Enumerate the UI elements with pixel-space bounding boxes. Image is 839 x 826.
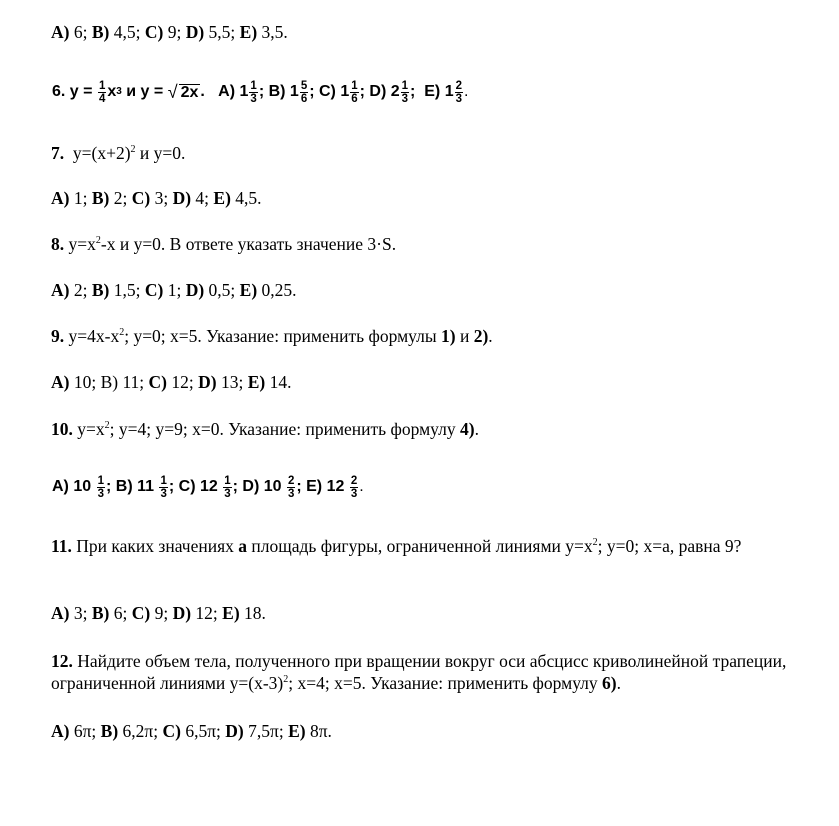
numerator: 5 xyxy=(300,79,308,92)
option-a-label: A) xyxy=(51,603,70,623)
problem-number: 7. xyxy=(51,143,65,163)
problem-8 xyxy=(51,233,396,255)
problem-number: 8. xyxy=(51,234,65,254)
option-c-label: C) xyxy=(144,22,164,42)
radicand: 2x xyxy=(180,83,199,101)
denominator: 6 xyxy=(351,92,358,105)
option-b-label: B) xyxy=(91,22,110,42)
option-e-value: 3,5. xyxy=(257,22,288,42)
punctuation: . xyxy=(488,326,493,346)
exponent: 2 xyxy=(283,674,289,685)
option-d-label: D) xyxy=(185,22,205,42)
numerator: 1 xyxy=(97,474,104,487)
numerator: 2 xyxy=(350,474,358,487)
numerator: 1 xyxy=(98,79,106,92)
fraction xyxy=(350,475,358,500)
option-b-value: 6; xyxy=(109,603,128,623)
problem-5-answers xyxy=(51,21,288,43)
option-d-value: 7,5π; xyxy=(243,721,284,741)
exponent: 2 xyxy=(104,420,110,431)
numerator: 1 xyxy=(250,79,257,92)
option-b-value: 4,5; xyxy=(109,22,141,42)
numerator: 2 xyxy=(455,79,462,92)
option-d: ; D) 2 xyxy=(359,83,400,100)
option-c-label: C) xyxy=(131,188,151,208)
option-c-label: C) xyxy=(162,721,181,741)
fraction xyxy=(287,475,295,500)
option-e: ; E) 1 xyxy=(410,83,454,100)
punctuation: . xyxy=(616,673,621,693)
problem-number: 9. xyxy=(51,326,65,346)
option-d-label: D) xyxy=(172,188,192,208)
option-d-value: 0,5; xyxy=(204,280,236,300)
fraction xyxy=(401,80,409,105)
problem-text: y=4x-x xyxy=(64,326,120,346)
option-e-value: 8π. xyxy=(305,721,332,741)
fraction xyxy=(249,80,257,105)
option-d-value: 13; xyxy=(216,372,244,392)
denominator: 3 xyxy=(455,92,462,105)
option-c-value: 9; xyxy=(163,22,182,42)
formula-ref: 4) xyxy=(460,419,475,439)
fraction xyxy=(97,475,105,500)
denominator: 3 xyxy=(401,92,409,105)
sqrt-icon: √ xyxy=(167,82,178,102)
fraction xyxy=(300,80,308,105)
option-e-label: E) xyxy=(288,721,306,741)
option-c-value: 3; xyxy=(150,188,169,208)
numerator: 1 xyxy=(224,474,231,487)
option-d-label: D) xyxy=(185,280,205,300)
option-a-label: A) xyxy=(51,721,70,741)
option-c: ; C) 1 xyxy=(309,83,350,100)
problem-number: 10. xyxy=(51,419,73,439)
option-c-label: C) xyxy=(131,603,151,623)
problem-8-answers xyxy=(51,279,297,301)
option-e-label: E) xyxy=(213,188,231,208)
option-b-label: B) xyxy=(91,603,110,623)
option-c-label: C) xyxy=(144,280,164,300)
problem-text: -x и y=0. В ответе указать значение 3·S. xyxy=(100,234,397,254)
option-d-value: 4; xyxy=(191,188,210,208)
problem-number: 6. xyxy=(52,83,66,100)
denominator: 3 xyxy=(250,92,257,105)
option-b-label: B) xyxy=(91,188,110,208)
option-c-label: C) xyxy=(148,372,168,392)
option-c-value: 9; xyxy=(150,603,169,623)
formula-ref: 1) xyxy=(441,326,456,346)
problem-text: При каких значениях xyxy=(71,536,239,556)
fraction xyxy=(223,475,231,500)
option-e-value: 14. xyxy=(265,372,292,392)
punctuation: . xyxy=(464,83,469,100)
fraction xyxy=(159,475,167,500)
option-e: ; E) 12 xyxy=(296,478,349,495)
exponent: 2 xyxy=(119,327,125,338)
option-d-label: D) xyxy=(225,721,244,741)
problem-12-answers xyxy=(51,720,332,742)
option-d-value: 5,5; xyxy=(204,22,236,42)
option-a-b-value: 10; B) 11; xyxy=(69,372,145,392)
option-c-value: 12; xyxy=(167,372,194,392)
problem-number: 12. xyxy=(51,651,73,671)
option-b: ; B) 1 xyxy=(258,83,299,100)
option-c-value: 1; xyxy=(163,280,182,300)
problem-text: y=x xyxy=(72,419,105,439)
option-e-label: E) xyxy=(247,372,266,392)
fraction xyxy=(98,80,106,105)
option-d: ; D) 10 xyxy=(232,478,286,495)
option-b-label: B) xyxy=(91,280,110,300)
equation-lhs: y = xyxy=(69,83,93,100)
option-b-label: B) xyxy=(100,721,119,741)
problem-text: и y=0. xyxy=(135,143,186,163)
variable: x xyxy=(107,83,117,100)
punctuation: . xyxy=(359,478,364,495)
option-a-value: 3; xyxy=(69,603,88,623)
exponent: 2 xyxy=(592,537,598,548)
problem-text: ; y=4; y=9; x=0. Указание: применить формулу xyxy=(109,419,461,439)
problem-text: площадь фигуры, ограниченной линиями y=x xyxy=(247,536,593,556)
option-e-value: 4,5. xyxy=(230,188,262,208)
option-a: A) 1 xyxy=(218,83,249,100)
punctuation: . xyxy=(474,419,479,439)
numerator: 1 xyxy=(160,474,167,487)
fraction xyxy=(455,80,463,105)
problem-9 xyxy=(51,325,493,347)
problem-text: ; y=0; x=5. Указание: применить формулы xyxy=(124,326,441,346)
problem-7 xyxy=(51,142,185,164)
option-a-label: A) xyxy=(51,372,70,392)
denominator: 3 xyxy=(160,487,167,500)
option-a-label: A) xyxy=(51,188,70,208)
problem-9-answers xyxy=(51,371,291,393)
option-b-value: 2; xyxy=(109,188,128,208)
denominator: 4 xyxy=(98,92,106,105)
problem-text: ; x=4; x=5. Указание: применить формулу xyxy=(288,673,603,693)
option-a-label: A) xyxy=(51,22,70,42)
problem-7-answers xyxy=(51,187,262,209)
denominator: 3 xyxy=(287,487,295,500)
option-e-label: E) xyxy=(222,603,240,623)
problem-text: y=(x+2) xyxy=(64,143,131,163)
option-c: ; C) 12 xyxy=(168,478,223,495)
denominator: 3 xyxy=(350,487,358,500)
numerator: 2 xyxy=(287,474,295,487)
option-c-value: 6,5π; xyxy=(180,721,221,741)
problem-11 xyxy=(51,535,811,557)
problem-number: 11. xyxy=(51,536,72,556)
option-a: A) 10 xyxy=(52,478,96,495)
fraction xyxy=(350,80,358,105)
option-d-value: 12; xyxy=(191,603,218,623)
option-d-label: D) xyxy=(198,372,217,392)
exponent: 2 xyxy=(130,144,136,155)
option-e-label: E) xyxy=(239,22,258,42)
denominator: 3 xyxy=(97,487,104,500)
numerator: 1 xyxy=(351,79,358,92)
option-a-value: 6; xyxy=(69,22,88,42)
option-a-value: 1; xyxy=(69,188,88,208)
option-d-label: D) xyxy=(172,603,192,623)
problem-10-answers xyxy=(52,467,364,507)
formula-ref: 6) xyxy=(602,673,617,693)
option-a-value: 6π; xyxy=(69,721,97,741)
problem-text: и xyxy=(455,326,474,346)
problem-12 xyxy=(51,650,811,694)
option-a-label: A) xyxy=(51,280,70,300)
problem-text: Найдите объем тела, полученного при вращении вокруг оси абсцисс криволинейной трапеции, ограниченной линиями y=(x-3) xyxy=(51,651,787,693)
problem-text: y=x xyxy=(64,234,96,254)
denominator: 6 xyxy=(300,92,308,105)
problem-text: ; y=0; x=a, равна 9? xyxy=(597,536,742,556)
option-e-label: E) xyxy=(239,280,258,300)
option-e-value: 18. xyxy=(239,603,266,623)
option-e-value: 0,25. xyxy=(257,280,297,300)
problem-11-answers xyxy=(51,602,266,624)
problem-10 xyxy=(51,418,479,440)
exponent: 2 xyxy=(95,235,101,246)
numerator: 1 xyxy=(401,79,409,92)
punctuation: . xyxy=(200,83,205,100)
option-a-value: 2; xyxy=(69,280,88,300)
formula-ref: 2) xyxy=(473,326,489,346)
denominator: 3 xyxy=(224,487,231,500)
option-b: ; B) 11 xyxy=(105,478,159,495)
problem-6: 6. y = $\frac{1}{4}$ x 3 и y = √ 2x . A) 1 $\frac{1}{3}$ ; B) 1 $\frac{5}{6}$ ; C) 1 $\frac{1}{6}$ ; D) 2 $\frac{1}{3}$ ; E) 1 $\frac{2}{3}$ . xyxy=(52,79,469,105)
option-b-value: 6,2π; xyxy=(118,721,159,741)
option-b-value: 1,5; xyxy=(109,280,141,300)
parameter: а xyxy=(238,536,247,556)
equation-rhs: и y = xyxy=(126,83,164,100)
